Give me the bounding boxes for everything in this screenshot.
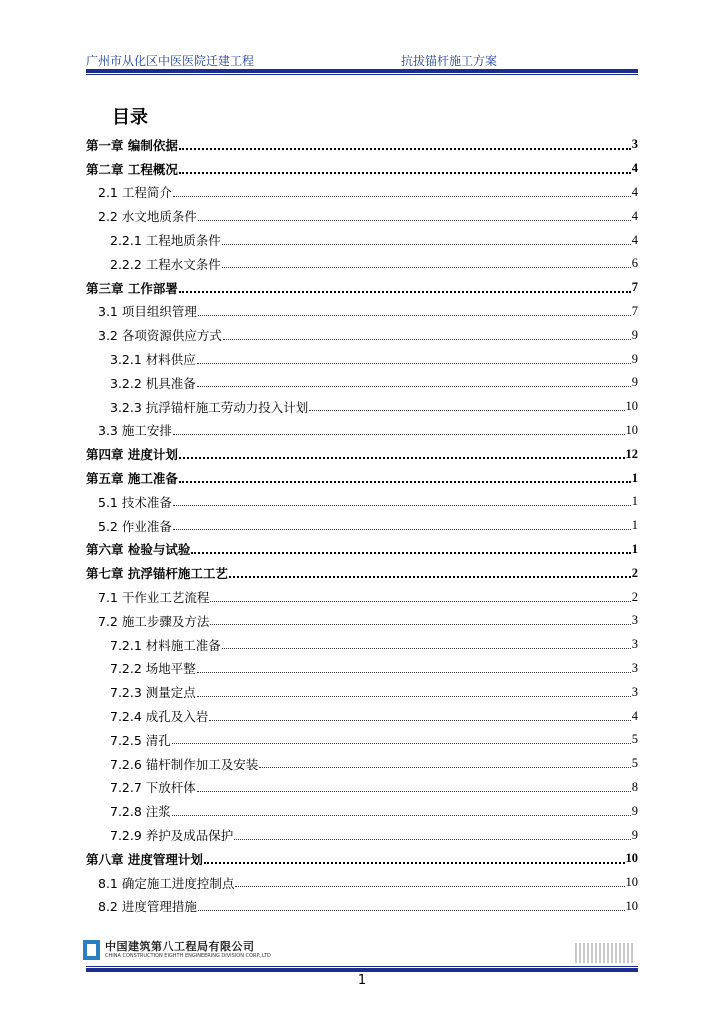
toc-entry[interactable] (86, 609, 638, 633)
toc-entry[interactable] (86, 442, 638, 466)
footer-rule-thin (86, 966, 638, 967)
toc-entry-title: 第一章 编制依据 (86, 137, 178, 153)
toc-entry-page: 5 (631, 732, 638, 747)
toc-entry-page: 3 (631, 637, 638, 652)
footer-rule-thick (86, 968, 638, 972)
toc-entry-page: 1 (631, 470, 638, 485)
toc-leader-dots (210, 624, 630, 625)
toc-entry[interactable] (86, 490, 638, 514)
toc-leader-dots (172, 815, 631, 816)
toc-entry-page: 10 (625, 851, 638, 866)
toc-entry[interactable] (86, 395, 638, 419)
toc-leader-dots (197, 672, 631, 673)
toc-leader-dots (191, 552, 630, 554)
toc-entry-page: 5 (631, 756, 638, 771)
company-name-cn: 中国建筑第八工程局有限公司 (105, 940, 255, 953)
toc-entry[interactable] (86, 419, 638, 443)
toc-entry-page: 10 (625, 898, 638, 913)
company-logo (83, 938, 283, 962)
toc-entry-page: 7 (631, 280, 638, 295)
toc-entry-page: 9 (631, 351, 638, 366)
toc-entry-page: 1 (631, 494, 638, 509)
toc-entry-page: 9 (631, 827, 638, 842)
toc-leader-dots (179, 148, 631, 150)
toc-entry[interactable] (86, 871, 638, 895)
toc-entry-title: 7.2.2 场地平整 (110, 661, 196, 677)
toc-entry[interactable] (86, 728, 638, 752)
toc-leader-dots (198, 220, 631, 221)
toc-entry-page: 4 (631, 232, 638, 247)
toc-entry-page: 10 (625, 875, 638, 890)
header-rule-thin (86, 74, 638, 75)
toc-entry-page: 6 (631, 256, 638, 271)
toc-entry[interactable] (86, 585, 638, 609)
toc-entry-title: 7.2.8 注浆 (110, 804, 171, 820)
toc-entry-title: 3.3 施工安排 (98, 423, 172, 439)
toc-entry-page: 8 (631, 779, 638, 794)
toc-leader-dots (234, 839, 630, 840)
toc-entry-title: 7.1 干作业工艺流程 (98, 590, 210, 606)
toc-entry-title: 7.2.3 测量定点 (110, 685, 196, 701)
toc-leader-dots (179, 481, 631, 483)
toc-leader-dots (179, 291, 631, 293)
toc-entry[interactable] (86, 252, 638, 276)
toc-leader-dots (198, 315, 631, 316)
toc-leader-dots (173, 529, 631, 530)
table-of-contents (86, 133, 638, 918)
toc-leader-dots (179, 457, 625, 459)
toc-entry-title: 7.2.1 材料施工准备 (110, 637, 221, 653)
toc-leader-dots (173, 434, 625, 435)
toc-entry-title: 第二章 工程概况 (86, 161, 178, 177)
toc-entry-page: 10 (625, 422, 638, 437)
toc-entry-title: 8.2 进度管理措施 (98, 899, 197, 915)
toc-entry-page: 12 (625, 446, 638, 461)
toc-entry[interactable] (86, 657, 638, 681)
toc-entry-title: 第六章 检验与试验 (86, 542, 191, 558)
logo-mark-icon (83, 940, 100, 960)
toc-entry-page: 9 (631, 803, 638, 818)
toc-entry-title: 2.1 工程简介 (98, 185, 172, 201)
toc-entry-title: 3.2 各项资源供应方式 (98, 328, 222, 344)
toc-entry-page: 3 (631, 684, 638, 699)
toc-entry-title: 2.2 水文地质条件 (98, 209, 197, 225)
toc-entry-title: 第五章 施工准备 (86, 471, 178, 487)
toc-entry-page: 9 (631, 327, 638, 342)
header-document-title: 抗拔锚杆施工方案 (401, 54, 498, 68)
toc-entry-title: 7.2.5 清孔 (110, 732, 171, 748)
toc-leader-dots (172, 743, 631, 744)
page-number: 1 (357, 973, 367, 988)
toc-entry-title: 8.1 确定施工进度控制点 (98, 875, 235, 891)
toc-entry[interactable] (86, 895, 638, 919)
toc-entry[interactable] (86, 181, 638, 205)
toc-entry-title: 5.2 作业准备 (98, 518, 172, 534)
toc-entry-page: 3 (631, 613, 638, 628)
toc-leader-dots (259, 767, 630, 768)
toc-entry-title: 5.1 技术准备 (98, 494, 172, 510)
toc-leader-dots (222, 267, 631, 268)
toc-entry-title: 7.2 施工步骤及方法 (98, 613, 210, 629)
toc-entry-page: 9 (631, 375, 638, 390)
toc-entry[interactable] (86, 799, 638, 823)
toc-entry[interactable] (86, 228, 638, 252)
toc-entry[interactable] (86, 204, 638, 228)
company-name-en: CHINA CONSTRUCTION EIGHTH ENGINEERING DIVISION CORP.,LTD (105, 953, 271, 959)
toc-leader-dots (204, 862, 625, 864)
toc-entry-page: 7 (631, 303, 638, 318)
toc-leader-dots (235, 886, 624, 887)
toc-leader-dots (222, 648, 631, 649)
toc-entry-title: 7.2.9 养护及成品保护 (110, 828, 234, 843)
toc-entry-title: 7.2.4 成孔及入岩 (110, 709, 209, 725)
toc-entry[interactable] (86, 466, 638, 490)
toc-leader-dots (197, 791, 631, 792)
toc-entry-page: 4 (631, 161, 638, 176)
toc-entry-title: 第三章 工作部署 (86, 280, 178, 296)
toc-entry[interactable] (86, 323, 638, 347)
toc-entry[interactable] (86, 133, 638, 157)
toc-leader-dots (197, 386, 631, 387)
toc-leader-dots (173, 505, 631, 506)
toc-leader-dots (197, 696, 631, 697)
toc-entry[interactable] (86, 561, 638, 585)
toc-entry-title: 7.2.7 下放杆体 (110, 780, 196, 796)
toc-entry[interactable] (86, 847, 638, 871)
toc-leader-dots (198, 910, 625, 911)
toc-leader-dots (197, 363, 631, 364)
toc-entry[interactable] (86, 347, 638, 371)
toc-entry-title: 2.2.1 工程地质条件 (110, 233, 221, 249)
toc-entry-page: 2 (631, 565, 638, 580)
toc-entry[interactable] (86, 823, 638, 847)
toc-entry-title: 第四章 进度计划 (86, 447, 178, 463)
toc-leader-dots (210, 601, 630, 602)
toc-entry[interactable] (86, 752, 638, 776)
toc-entry[interactable] (86, 514, 638, 538)
toc-entry[interactable] (86, 157, 638, 181)
toc-entry[interactable] (86, 276, 638, 300)
toc-entry-title: 7.2.6 锚杆制作加工及安装 (110, 756, 259, 772)
toc-entry-page: 1 (631, 541, 638, 556)
toc-entry-page: 4 (631, 184, 638, 199)
toc-leader-dots (222, 244, 631, 245)
toc-entry-title: 3.2.3 抗浮锚杆施工劳动力投入计划 (110, 399, 309, 415)
toc-entry-page: 3 (631, 660, 638, 675)
toc-entry[interactable] (86, 538, 638, 562)
toc-entry-title: 2.2.2 工程水文条件 (110, 256, 221, 272)
toc-entry-title: 第八章 进度管理计划 (86, 851, 203, 867)
toc-leader-dots (179, 172, 631, 174)
header-project-name: 广州市从化区中医医院迁建工程 (86, 54, 255, 68)
toc-leader-dots (223, 339, 631, 340)
toc-entry-title: 第七章 抗浮锚杆施工工艺 (86, 566, 228, 582)
toc-leader-dots (173, 196, 631, 197)
toc-entry-page: 4 (631, 708, 638, 723)
toc-entry-page: 1 (631, 518, 638, 533)
toc-entry[interactable] (86, 633, 638, 657)
toc-entry-title: 3.1 项目组织管理 (98, 304, 197, 320)
toc-entry-title: 3.2.2 机具准备 (110, 375, 196, 391)
toc-entry[interactable] (86, 680, 638, 704)
toc-title: 目录 (112, 107, 148, 128)
watermark-stamp-icon (575, 943, 633, 963)
toc-leader-dots (229, 576, 631, 578)
toc-entry-page: 2 (631, 589, 638, 604)
toc-entry-title: 3.2.1 材料供应 (110, 352, 196, 368)
toc-leader-dots (309, 410, 624, 411)
header-rule-thick (86, 69, 638, 73)
toc-entry[interactable] (86, 704, 638, 728)
toc-entry-page: 3 (631, 137, 638, 152)
toc-leader-dots (209, 720, 630, 721)
toc-entry-page: 4 (631, 208, 638, 223)
toc-entry[interactable] (86, 371, 638, 395)
toc-entry-page: 10 (625, 399, 638, 414)
toc-entry[interactable] (86, 300, 638, 324)
toc-entry[interactable] (86, 776, 638, 800)
